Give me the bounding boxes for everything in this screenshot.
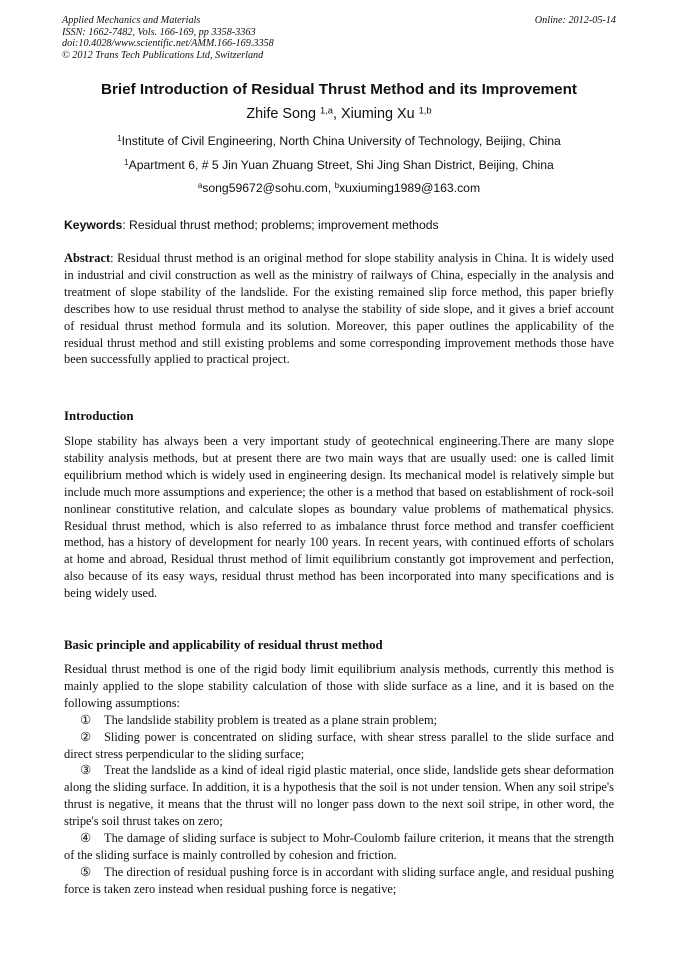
author-separator: , [333,106,341,122]
assumption-item [64,864,614,898]
assumption-number: ① [80,712,92,727]
assumption-text: Treat the landslide as a kind of ideal rigid plastic material, once slide, landslide gets shear deformation along the sliding surface. In addition, it is a hypothesis that the soil is not under tension. When any soil stripe's thrust is negative, it means that the thrust will no longer pass down to the next soil stripe, in other word, the stripe's soil thrust takes on zero; [64,763,614,829]
basic-intro-paragraph: Residual thrust method is one of the rigid body limit equilibrium analysis methods, currently this method is mainly applied to the slope stability calculation of those with slide surface as a line, and it is based on the following assumptions: [64,662,614,710]
author-name: Zhife Song [246,106,316,122]
email-link[interactable]: song59672@sohu.com [202,181,328,195]
assumption-number: ⑤ [80,864,92,879]
journal-name: Applied Mechanics and Materials [62,15,201,26]
author-sup: 1,b [418,105,432,116]
abstract-text: : Residual thrust method is an original method for slope stability analysis in China. It is widely used in industrial and civil construction as well as the ministry of railways of China, especially in the analysis and treatment of slope stability of the landslide. For the existing remained slip force method, this paper briefly describes how to use residual thrust method to analyse the stability of side slope, and it gives a brief account of residual thrust method formula and its solution. Moreover, this paper outlines the applicability of the residual thrust method and still existing problems and some corresponding improvement methods those have been successfully applied to practical project. [64,251,614,367]
affiliation-sup: 1 [117,134,122,144]
abstract-label: Abstract [64,251,111,265]
assumption-text: The damage of sliding surface is subject to Mohr-Coulomb failure criterion, it means that the strength of the sliding surface is mainly controlled by cohesion and friction. [64,831,614,862]
doi-line: doi:10.4028/www.scientific.net/AMM.166-169.3358 [62,38,274,50]
email-sup: a [197,181,203,191]
assumption-text: Sliding power is concentrated on sliding surface, with shear stress parallel to the slide surface and direct stress perpendicular to the sliding surface; [64,729,614,761]
issn-line: ISSN: 1662-7482, Vols. 166-169, pp 3358-3363 [62,26,256,38]
assumption-text: The direction of residual pushing force is in accordant with sliding surface angle, and residual pushing force is taken zero instead when residual pushing force is negative; [64,864,614,896]
affiliation-text: Apartment 6, # 5 Jin Yuan Zhuang Street, Shi Jing Shan District, Beijing, China [128,158,554,172]
keywords-text: : Residual thrust method; problems; improvement methods [122,218,439,232]
assumption-item [64,712,614,729]
paper-title: Brief Introduction of Residual Thrust Method and its Improvement [101,81,577,98]
assumption-item [64,830,614,864]
copyright-line: © 2012 Trans Tech Publications Ltd, Switzerland [62,49,264,61]
author-name: Xiuming Xu [341,106,415,122]
keywords [64,218,614,232]
assumption-text: The landslide stability problem is treated as a plane strain problem; [104,712,438,727]
email-sup: b [334,181,339,191]
author-sup: 1,a [320,105,333,116]
introduction-paragraph: Slope stability has always been a very important study of geotechnical engineering.There are many slope stability analysis methods, but at present there are two main ways that are usually used: one is called limit equilibrium method which is widely used in engineering design. Its mechanical model is relatively simple but include much more assumptions and experience; the other is a method that based on establishment of rock-soil nonlinear constitutive relation, and calculate slopes as boundary value problems of mathematical physics. Residual thrust method, which is also referred to as imbalance thrust force method and transfer coefficient method, has a history of development for nearly 100 years. In recent years, with continued efforts of scholars at home and abroad, Residual thrust method of limit equilibrium constantly got improvement and perfection, also because of its easy ways, residual thrust method has been incorporated into many specifications and is being widely used. [64,434,614,601]
assumption-item [64,729,614,763]
assumption-item [64,762,614,830]
affiliation-text: Institute of Civil Engineering, North China University of Technology, Beijing, China [121,134,561,148]
section-heading-introduction: Introduction [64,409,134,423]
affiliation-1 [0,134,678,148]
online-date: Online: 2012-05-14 [534,15,616,26]
abstract [64,250,614,368]
keywords-label: Keywords [64,218,123,232]
assumption-number: ② [80,729,92,744]
affiliation-sup: 1 [124,158,129,168]
email-link[interactable]: xuxiuming1989@163.com [339,181,481,195]
assumption-number: ④ [80,831,92,846]
author-list [0,106,678,122]
assumption-number: ③ [80,763,92,778]
email-line: $^a$song59672@sohu.com, $^b$xuxiuming1989@163.com [197,181,481,195]
basic-principle-section [64,661,614,898]
section-heading-basic-principle: Basic principle and applicability of residual thrust method [64,638,383,652]
journal-header [62,15,616,61]
affiliation-2 [0,158,678,172]
